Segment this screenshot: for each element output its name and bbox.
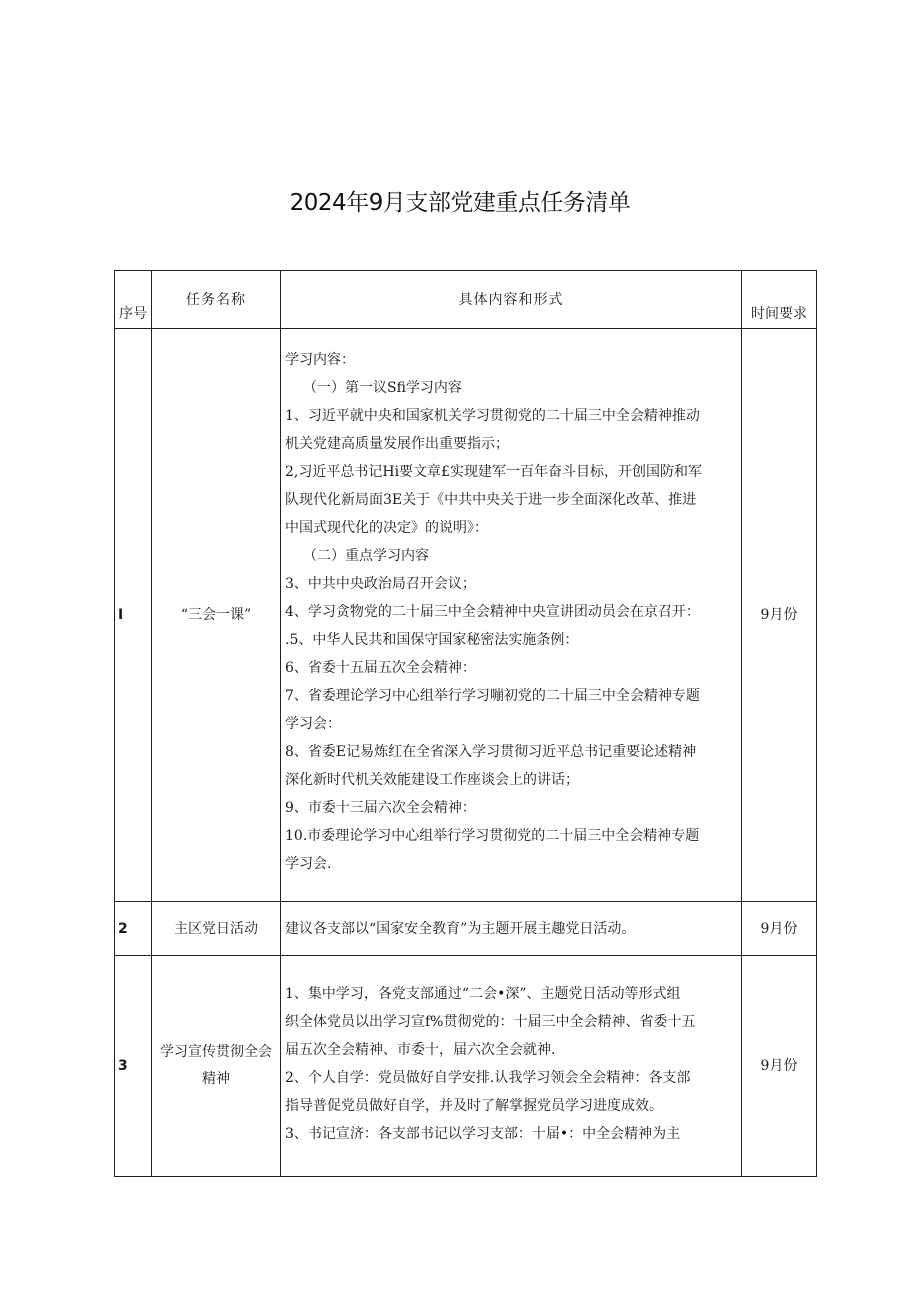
task-content (281, 329, 742, 902)
task-name: 学习宣传贯彻全会精神 (152, 956, 281, 1177)
content-line: 学习会： (285, 716, 341, 732)
time-requirement: 9月份 (742, 956, 817, 1177)
document-title: 2024年9月支部党建重点任务清单 (289, 190, 631, 216)
row-number: 3 (115, 956, 152, 1177)
time-requirement: 9月份 (742, 902, 817, 956)
content-line: 2、个人自学：党员做好自学安排.认我学习领会全会精神：各支部 (285, 1070, 691, 1086)
header-seq: 序号 (115, 271, 152, 329)
row-number: I (115, 329, 152, 902)
content-line: .5、中华人民共和国保守国家秘密法实施条例： (285, 632, 579, 648)
content-line: 队现代化新局面3E关于《中共中央关于进一步全面深化改革、推进 (285, 492, 697, 508)
content-line: 中国式现代化的决定》的说明》： (285, 520, 488, 536)
content-line: 9、市委十三届六次全会精神： (285, 800, 476, 816)
content-line: 1、习近平就中央和国家机关学习贯彻党的二十届三中全会精神推动 (285, 408, 700, 424)
content-line: 学习内容： (285, 352, 355, 368)
content-line: 学习会. (285, 856, 332, 872)
header-task-name: 任务名称 (152, 271, 281, 329)
table-row (115, 329, 817, 902)
content-line: 3、中共中央政治局召开会议； (285, 576, 476, 592)
task-name: “三会一课” (152, 329, 281, 902)
task-table (114, 270, 817, 1177)
content-line: 指导普促党员做好自学，并及时了解掌握党员学习进度成效。 (285, 1098, 663, 1114)
content-line: 10.市委理论学习中心组举行学习贯彻党的二十届三中全会精神专题 (285, 828, 700, 844)
time-requirement: 9月份 (742, 329, 817, 902)
content-line: 4、学习贪物党的二十届三中全会精神中央宣讲团动员会在京召开： (285, 604, 700, 620)
task-content (281, 902, 742, 956)
content-line: 8、省委E记易炼红在全省深入学习贯彻习近平总书记重要论述精神 (285, 744, 697, 760)
content-line: 机关党建高质量发展作出重要指示； (285, 436, 509, 452)
header-time: 时间要求 (742, 271, 817, 329)
content-line: 6、省委十五届五次全会精神： (285, 660, 476, 676)
content-line: （二）重点学习内容 (303, 548, 429, 564)
table-header-row (115, 271, 817, 329)
table-row (115, 902, 817, 956)
content-line: 深化新时代机关效能建设工作座谈会上的讲话； (285, 772, 579, 788)
row-number: 2 (115, 902, 152, 956)
header-content: 具体内容和形式 (281, 271, 742, 329)
content-line: 建议各支部以“国家安全教育”为主题开展主趣党日活动。 (285, 920, 636, 937)
content-line: 7、省委理论学习中心组举行学习嘣初党的二十届三中全会精神专题 (285, 688, 700, 704)
content-line: 届五次全会精神、市委十，届六次全会就神. (285, 1042, 556, 1058)
task-content (281, 956, 742, 1177)
content-line: （一）第一议Sfi学习内容 (303, 380, 462, 396)
table-row (115, 956, 817, 1177)
content-line: 3、书记宣济：各支部书记以学习支部：十届•：中全会精神为主 (285, 1126, 681, 1142)
content-line: 1、集中学习，各党支部通过“二会•深”、主题党日活动等形式组 (285, 986, 681, 1002)
content-line: 织全体党员以出学习宣f%贯彻党的：十届三中全会精神、省委十五 (285, 1014, 696, 1030)
task-name: 主区党日活动 (152, 902, 281, 956)
content-line: 2,习近平总书记Hi要文章£实现建军一百年奋斗目标，开创国防和军 (285, 464, 702, 480)
